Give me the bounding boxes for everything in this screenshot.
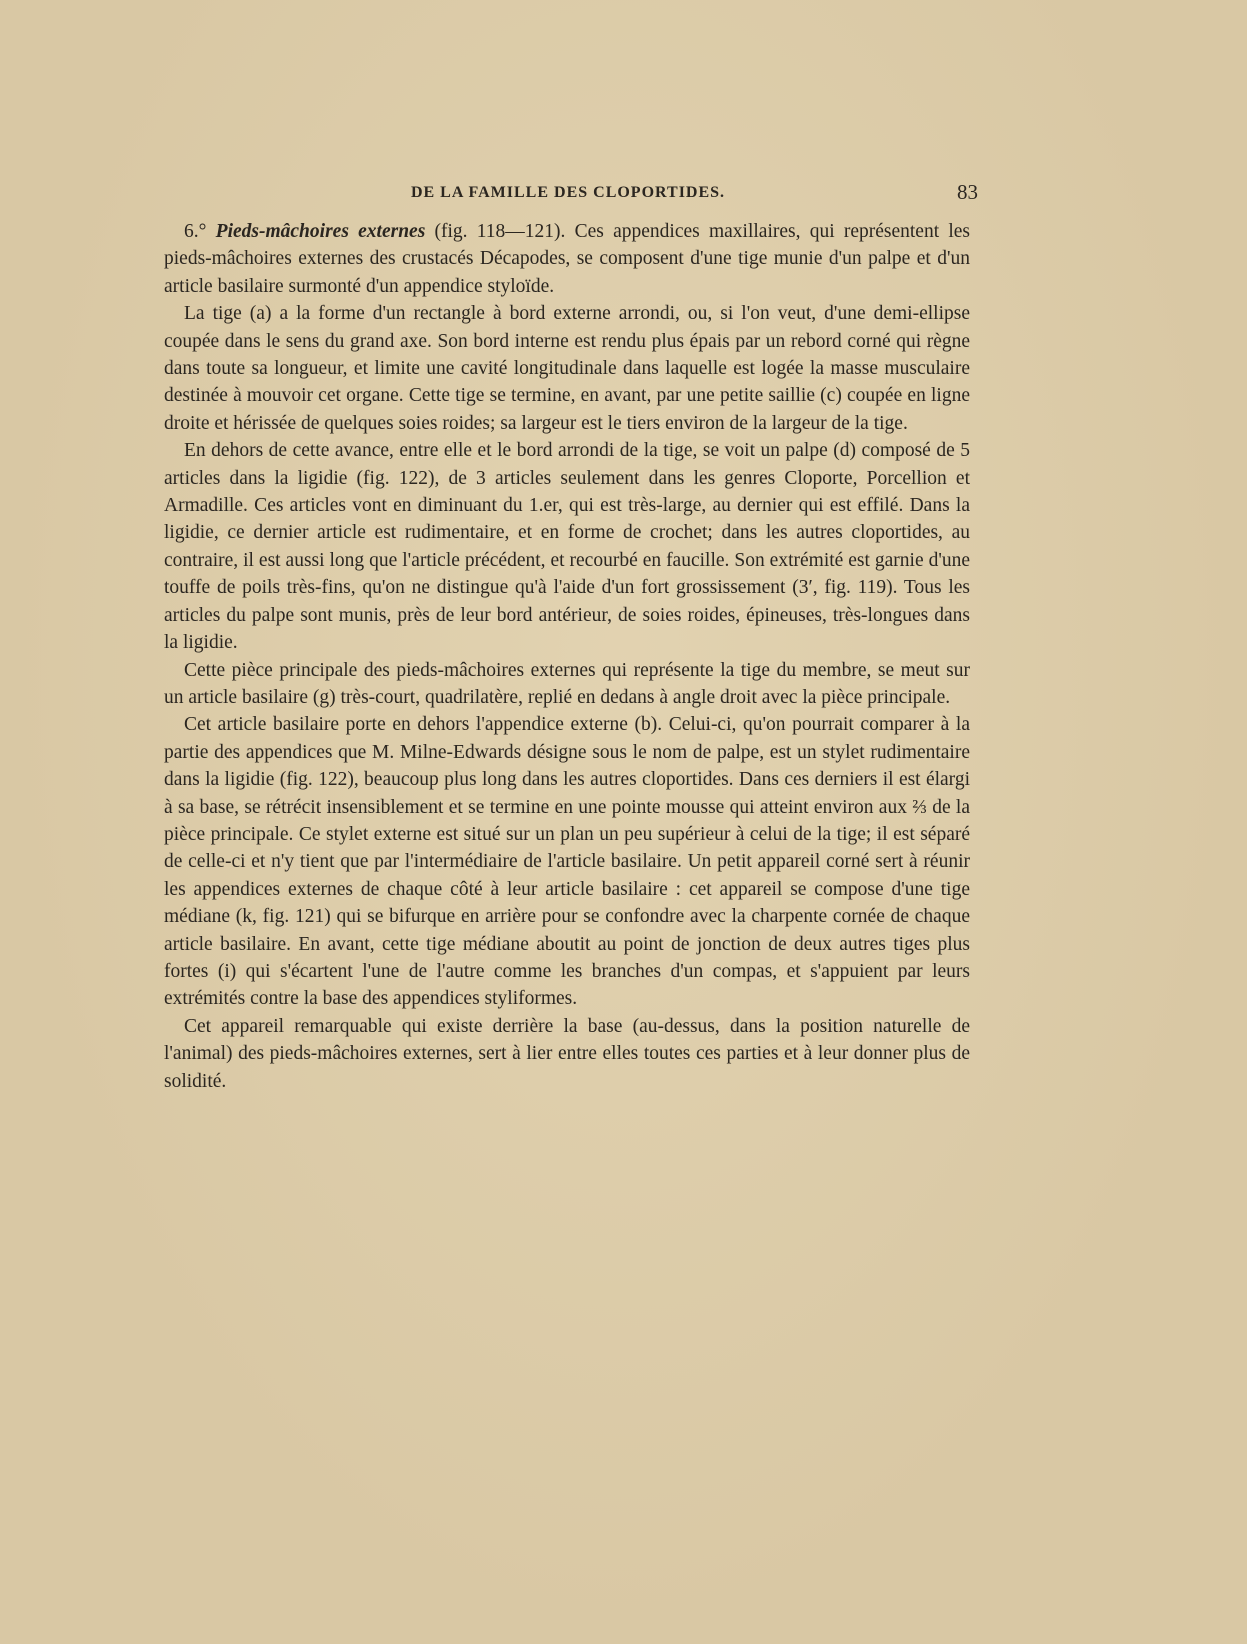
body-text bbox=[164, 218, 970, 1095]
running-header bbox=[158, 180, 978, 210]
section-heading: Pieds-mâchoires externes bbox=[215, 221, 426, 242]
paragraph: La tige (a) a la forme d'un rectangle à bord externe arrondi, ou, si l'on veut, d'une demi-ellipse coupée dans le sens du grand axe. Son bord interne est rendu plus épais par un rebord corné qui règne dans toute sa longueur, et limite une cavité longitudinale dans laquelle est logée la masse musculaire destinée à mouvoir cet organe. Cette tige se termine, en avant, par une petite saillie (c) coupée en ligne droite et hérissée de quelques soies roides; sa largeur est le tiers environ de la largeur de la tige. bbox=[164, 303, 970, 434]
paragraph: En dehors de cette avance, entre elle et le bord arrondi de la tige, se voit un palpe (d) composé de 5 articles dans la ligidie (fig. 122), de 3 articles seulement dans les genres Cloporte, Porcellion et Armadille. Ces articles vont en diminuant du 1.er, qui est très-large, au dernier qui est effilé. Dans la ligidie, ce dernier article est rudimentaire, et en forme de crochet; dans les autres cloportides, au contraire, il est aussi long que l'article précédent, et recourbé en faucille. Son extrémité est garnie d'une touffe de poils très-fins, qu'on ne distingue qu'à l'aide d'un fort grossissement (3′, fig. 119). Tous les articles du palpe sont munis, près de leur bord antérieur, de soies roides, épineuses, très-longues dans la ligidie. bbox=[164, 440, 970, 654]
paragraph: Cet article basilaire porte en dehors l'appendice externe (b). Celui-ci, qu'on pourrait comparer à la partie des appendices que M. Milne-Edwards désigne sous le nom de palpe, est un stylet rudimentaire dans la ligidie (fig. 122), beaucoup plus long dans les autres cloportides. Dans ces derniers il est élargi à sa base, se rétrécit insensiblement et se termine en une pointe mousse qui atteint environ aux ⅔ de la pièce principale. Ce stylet externe est situé sur un plan un peu supérieur à celui de la tige; il est séparé de celle-ci et n'y tient que par l'intermédiaire de l'article basilaire. Un petit appareil corné sert à réunir les appendices externes de chaque côté à leur article basilaire : cet appareil se compose d'une tige médiane (k, fig. 121) qui se bifurque en arrière pour se confondre avec la charpente cornée de chaque article basilaire. En avant, cette tige médiane aboutit au point de jonction de deux autres tiges plus fortes (i) qui s'écartent l'une de l'autre comme les branches d'un compas, et s'appuient par leurs extrémités contre la base des appendices styliformes. bbox=[164, 714, 970, 1010]
paragraph: Cette pièce principale des pieds-mâchoires externes qui représente la tige du membre, se meut sur un article basilaire (g) très-court, quadrilatère, replié en dedans à angle droit avec la pièce principale. bbox=[164, 659, 970, 708]
page-number: 83 bbox=[957, 180, 978, 204]
paragraph-text: (fig. 118—121). Ces appendices maxillaires, qui représentent les pieds-mâchoires externes des crustacés Décapodes, se composent d'une tige munie d'un palpe et d'un article basilaire surmonté d'un appendice styloïde. bbox=[164, 221, 971, 297]
paragraph bbox=[164, 218, 970, 300]
paragraph: Cet appareil remarquable qui existe derrière la base (au-dessus, dans la position naturelle de l'animal) des pieds-mâchoires externes, sert à lier entre elles toutes ces parties et à leur donner plus de solidité. bbox=[164, 1015, 970, 1092]
running-title: DE LA FAMILLE DES CLOPORTIDES. bbox=[410, 184, 726, 201]
section-number: 6.° bbox=[184, 221, 207, 242]
